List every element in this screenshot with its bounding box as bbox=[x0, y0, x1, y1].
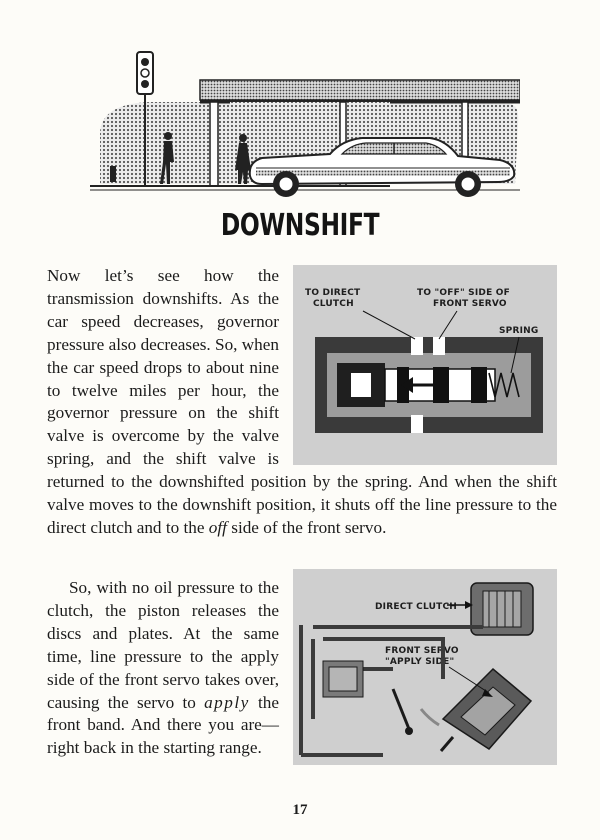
paragraph-1 bbox=[47, 265, 557, 540]
label-front-servo-line1: TO "OFF" SIDE OF bbox=[417, 288, 510, 298]
label-front-servo-line2: FRONT SERVO bbox=[433, 299, 507, 309]
label-direct-clutch: DIRECT CLUTCH bbox=[375, 602, 457, 612]
label-front-servo-line1: FRONT SERVO bbox=[385, 646, 459, 656]
paragraph-1-text-after: side of the front servo. bbox=[226, 517, 387, 537]
label-direct-clutch-line2: CLUTCH bbox=[313, 299, 354, 309]
valve-body bbox=[315, 337, 543, 433]
label-direct-clutch-line1: TO DIRECT bbox=[305, 288, 361, 298]
shift-valve-diagram bbox=[293, 265, 557, 465]
paragraph-1-text-before: Now let’s see how the transmission downshifts. As the car speed decreases, governor pressure also decreases. So, when the car speed drops to about nine to twelve miles per hour, the governor pressure on the shift valve is overcome by the valve spring, and the shift valve is returned to the downshifted position by the spring. And when the shift valve moves to the downshift position, it shuts off the line pressure to the direct clutch and to the bbox=[47, 266, 557, 537]
paragraph-2-text-after: the front band. And there you are—right back in the starting range. bbox=[47, 692, 279, 758]
paragraph-1-emphasis: off bbox=[208, 517, 227, 537]
street-scene-illustration bbox=[90, 44, 520, 206]
label-spring: SPRING bbox=[499, 326, 539, 336]
paragraph-2 bbox=[47, 577, 557, 769]
page-number: 17 bbox=[292, 802, 308, 818]
label-front-servo-line2: "APPLY SIDE" bbox=[385, 657, 455, 667]
paragraph-2-text-before: So, with no oil pressure to the clutch, the piston releases the discs and plates. At the same time, line pressure to the apply side of the front servo takes over, causing the servo to bbox=[47, 578, 279, 712]
paragraph-2-emphasis: apply bbox=[204, 692, 250, 712]
servo-clutch-diagram bbox=[293, 569, 557, 765]
page-title: DOWNSHIFT bbox=[220, 208, 380, 243]
